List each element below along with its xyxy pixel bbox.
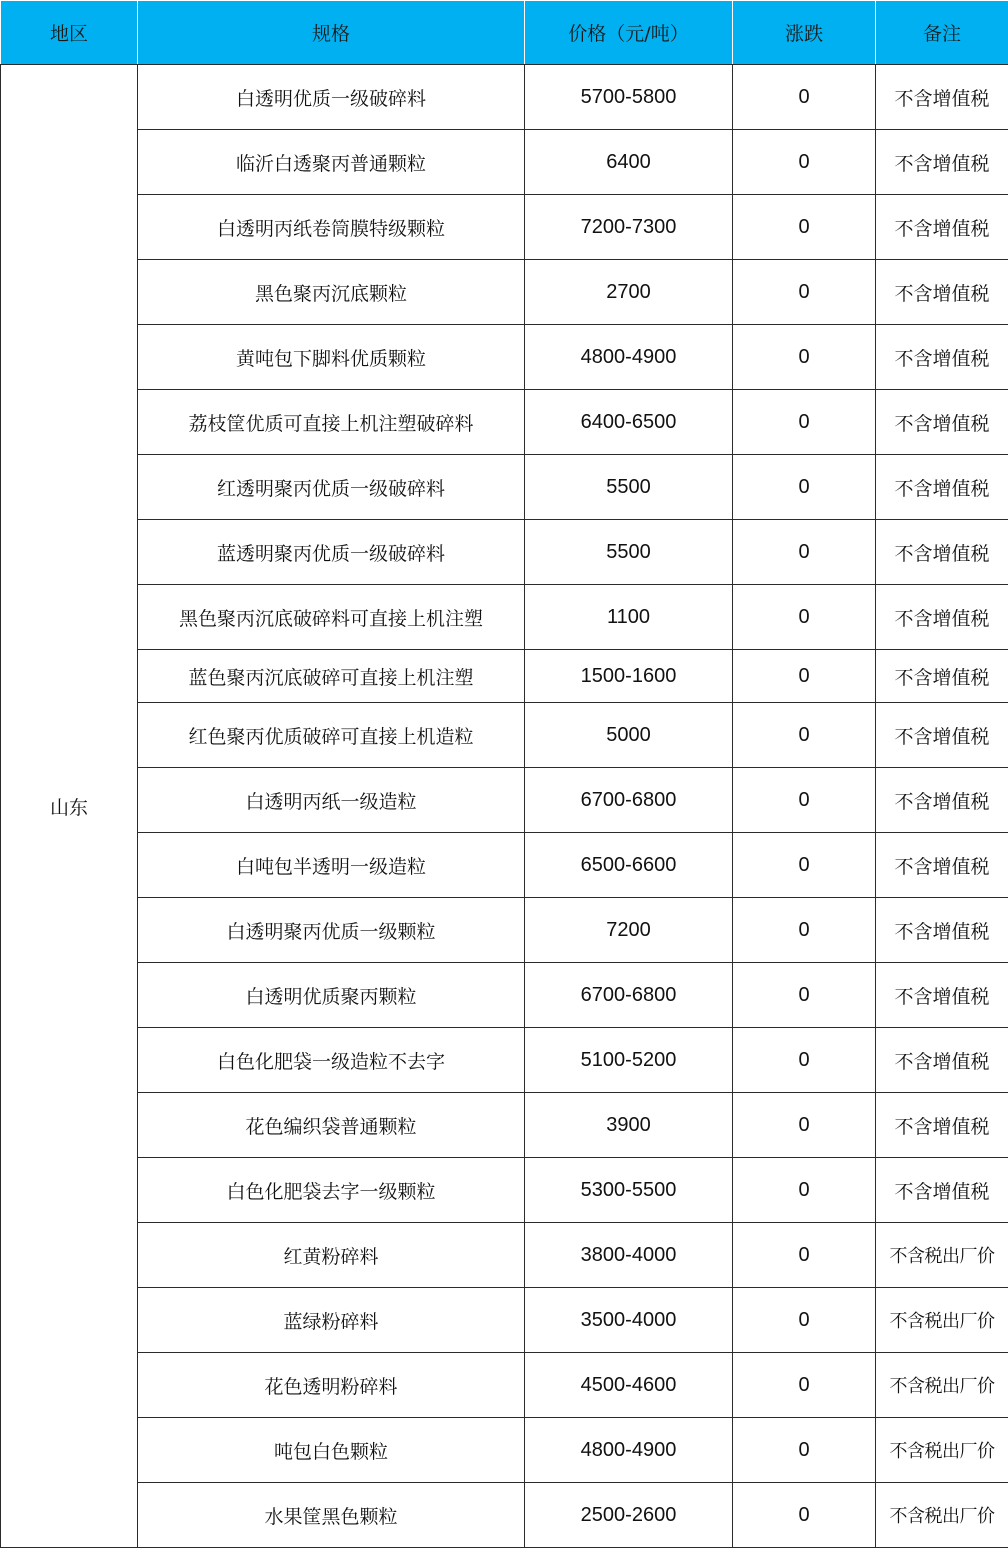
- change-cell: 0: [733, 768, 876, 833]
- spec-cell: 临沂白透聚丙普通颗粒: [138, 130, 525, 195]
- region-cell: 山东: [1, 65, 138, 1548]
- price-cell: 7200: [525, 898, 733, 963]
- change-cell: 0: [733, 585, 876, 650]
- table-row: [1, 455, 1008, 520]
- change-cell: 0: [733, 833, 876, 898]
- spec-cell: 白吨包半透明一级造粒: [138, 833, 525, 898]
- table-row: [1, 703, 1008, 768]
- spec-cell: 水果筐黑色颗粒: [138, 1483, 525, 1548]
- spec-cell: 红黄粉碎料: [138, 1223, 525, 1288]
- header-spec: 规格: [138, 1, 525, 65]
- change-cell: 0: [733, 1288, 876, 1353]
- note-cell: 不含增值税: [876, 65, 1008, 130]
- note-cell: 不含增值税: [876, 260, 1008, 325]
- note-cell: 不含增值税: [876, 1158, 1008, 1223]
- table-row: [1, 260, 1008, 325]
- spec-cell: 蓝透明聚丙优质一级破碎料: [138, 520, 525, 585]
- header-price: 价格（元/吨）: [525, 1, 733, 65]
- note-cell: 不含增值税: [876, 455, 1008, 520]
- spec-cell: 白透明优质一级破碎料: [138, 65, 525, 130]
- price-cell: 3900: [525, 1093, 733, 1158]
- price-cell: 5000: [525, 703, 733, 768]
- table-row: [1, 520, 1008, 585]
- price-cell: 4500-4600: [525, 1353, 733, 1418]
- change-cell: 0: [733, 65, 876, 130]
- spec-cell: 黑色聚丙沉底颗粒: [138, 260, 525, 325]
- note-cell: 不含增值税: [876, 833, 1008, 898]
- spec-cell: 花色编织袋普通颗粒: [138, 1093, 525, 1158]
- table-row: [1, 1483, 1008, 1548]
- note-cell: 不含增值税: [876, 390, 1008, 455]
- header-row: [1, 1, 1008, 65]
- change-cell: 0: [733, 1028, 876, 1093]
- price-cell: 6400: [525, 130, 733, 195]
- note-cell: 不含增值税: [876, 1093, 1008, 1158]
- price-cell: 5500: [525, 455, 733, 520]
- spec-cell: 白透明聚丙优质一级颗粒: [138, 898, 525, 963]
- price-cell: 6500-6600: [525, 833, 733, 898]
- table-header: [1, 1, 1008, 65]
- spec-cell: 花色透明粉碎料: [138, 1353, 525, 1418]
- price-cell: 5100-5200: [525, 1028, 733, 1093]
- price-cell: 5700-5800: [525, 65, 733, 130]
- header-region: 地区: [1, 1, 138, 65]
- note-cell: 不含增值税: [876, 703, 1008, 768]
- spec-cell: 白透明丙纸一级造粒: [138, 768, 525, 833]
- table-row: [1, 1353, 1008, 1418]
- table-row: [1, 650, 1008, 703]
- table-row: [1, 1223, 1008, 1288]
- table-row: [1, 768, 1008, 833]
- spec-cell: 白色化肥袋去字一级颗粒: [138, 1158, 525, 1223]
- header-change: 涨跌: [733, 1, 876, 65]
- price-cell: 3800-4000: [525, 1223, 733, 1288]
- note-cell: 不含增值税: [876, 768, 1008, 833]
- change-cell: 0: [733, 1158, 876, 1223]
- price-cell: 1500-1600: [525, 650, 733, 703]
- spec-cell: 吨包白色颗粒: [138, 1418, 525, 1483]
- note-cell: 不含税出厂价: [876, 1353, 1008, 1418]
- table-row: [1, 390, 1008, 455]
- change-cell: 0: [733, 520, 876, 585]
- price-cell: 2700: [525, 260, 733, 325]
- spec-cell: 黄吨包下脚料优质颗粒: [138, 325, 525, 390]
- note-cell: 不含税出厂价: [876, 1223, 1008, 1288]
- price-cell: 6700-6800: [525, 963, 733, 1028]
- spec-cell: 荔枝筐优质可直接上机注塑破碎料: [138, 390, 525, 455]
- table-row: [1, 1288, 1008, 1353]
- table-row: [1, 325, 1008, 390]
- price-cell: 3500-4000: [525, 1288, 733, 1353]
- price-cell: 6400-6500: [525, 390, 733, 455]
- table-body: [1, 65, 1008, 1548]
- price-cell: 7200-7300: [525, 195, 733, 260]
- change-cell: 0: [733, 390, 876, 455]
- spec-cell: 黑色聚丙沉底破碎料可直接上机注塑: [138, 585, 525, 650]
- note-cell: 不含税出厂价: [876, 1288, 1008, 1353]
- change-cell: 0: [733, 898, 876, 963]
- price-cell: 1100: [525, 585, 733, 650]
- note-cell: 不含增值税: [876, 325, 1008, 390]
- spec-cell: 蓝色聚丙沉底破碎可直接上机注塑: [138, 650, 525, 703]
- table-row: [1, 585, 1008, 650]
- table-row: [1, 1028, 1008, 1093]
- spec-cell: 白色化肥袋一级造粒不去字: [138, 1028, 525, 1093]
- spec-cell: 白透明丙纸卷筒膜特级颗粒: [138, 195, 525, 260]
- change-cell: 0: [733, 963, 876, 1028]
- note-cell: 不含税出厂价: [876, 1483, 1008, 1548]
- note-cell: 不含税出厂价: [876, 1418, 1008, 1483]
- table-row: [1, 65, 1008, 130]
- price-cell: 5500: [525, 520, 733, 585]
- change-cell: 0: [733, 650, 876, 703]
- table-row: [1, 963, 1008, 1028]
- spec-cell: 红透明聚丙优质一级破碎料: [138, 455, 525, 520]
- price-cell: 4800-4900: [525, 325, 733, 390]
- note-cell: 不含增值税: [876, 963, 1008, 1028]
- change-cell: 0: [733, 260, 876, 325]
- note-cell: 不含增值税: [876, 1028, 1008, 1093]
- note-cell: 不含增值税: [876, 585, 1008, 650]
- note-cell: 不含增值税: [876, 650, 1008, 703]
- note-cell: 不含增值税: [876, 520, 1008, 585]
- change-cell: 0: [733, 1418, 876, 1483]
- table-row: [1, 833, 1008, 898]
- spec-cell: 白透明优质聚丙颗粒: [138, 963, 525, 1028]
- table-row: [1, 1158, 1008, 1223]
- table-row: [1, 1418, 1008, 1483]
- table-row: [1, 130, 1008, 195]
- change-cell: 0: [733, 130, 876, 195]
- change-cell: 0: [733, 195, 876, 260]
- change-cell: 0: [733, 325, 876, 390]
- note-cell: 不含增值税: [876, 898, 1008, 963]
- change-cell: 0: [733, 455, 876, 520]
- change-cell: 0: [733, 703, 876, 768]
- table-row: [1, 898, 1008, 963]
- change-cell: 0: [733, 1223, 876, 1288]
- change-cell: 0: [733, 1353, 876, 1418]
- price-cell: 5300-5500: [525, 1158, 733, 1223]
- change-cell: 0: [733, 1483, 876, 1548]
- note-cell: 不含增值税: [876, 195, 1008, 260]
- spec-cell: 蓝绿粉碎料: [138, 1288, 525, 1353]
- header-note: 备注: [876, 1, 1008, 65]
- change-cell: 0: [733, 1093, 876, 1158]
- price-cell: 2500-2600: [525, 1483, 733, 1548]
- spec-cell: 红色聚丙优质破碎可直接上机造粒: [138, 703, 525, 768]
- price-cell: 4800-4900: [525, 1418, 733, 1483]
- price-cell: 6700-6800: [525, 768, 733, 833]
- note-cell: 不含增值税: [876, 130, 1008, 195]
- table-row: [1, 195, 1008, 260]
- table-row: [1, 1093, 1008, 1158]
